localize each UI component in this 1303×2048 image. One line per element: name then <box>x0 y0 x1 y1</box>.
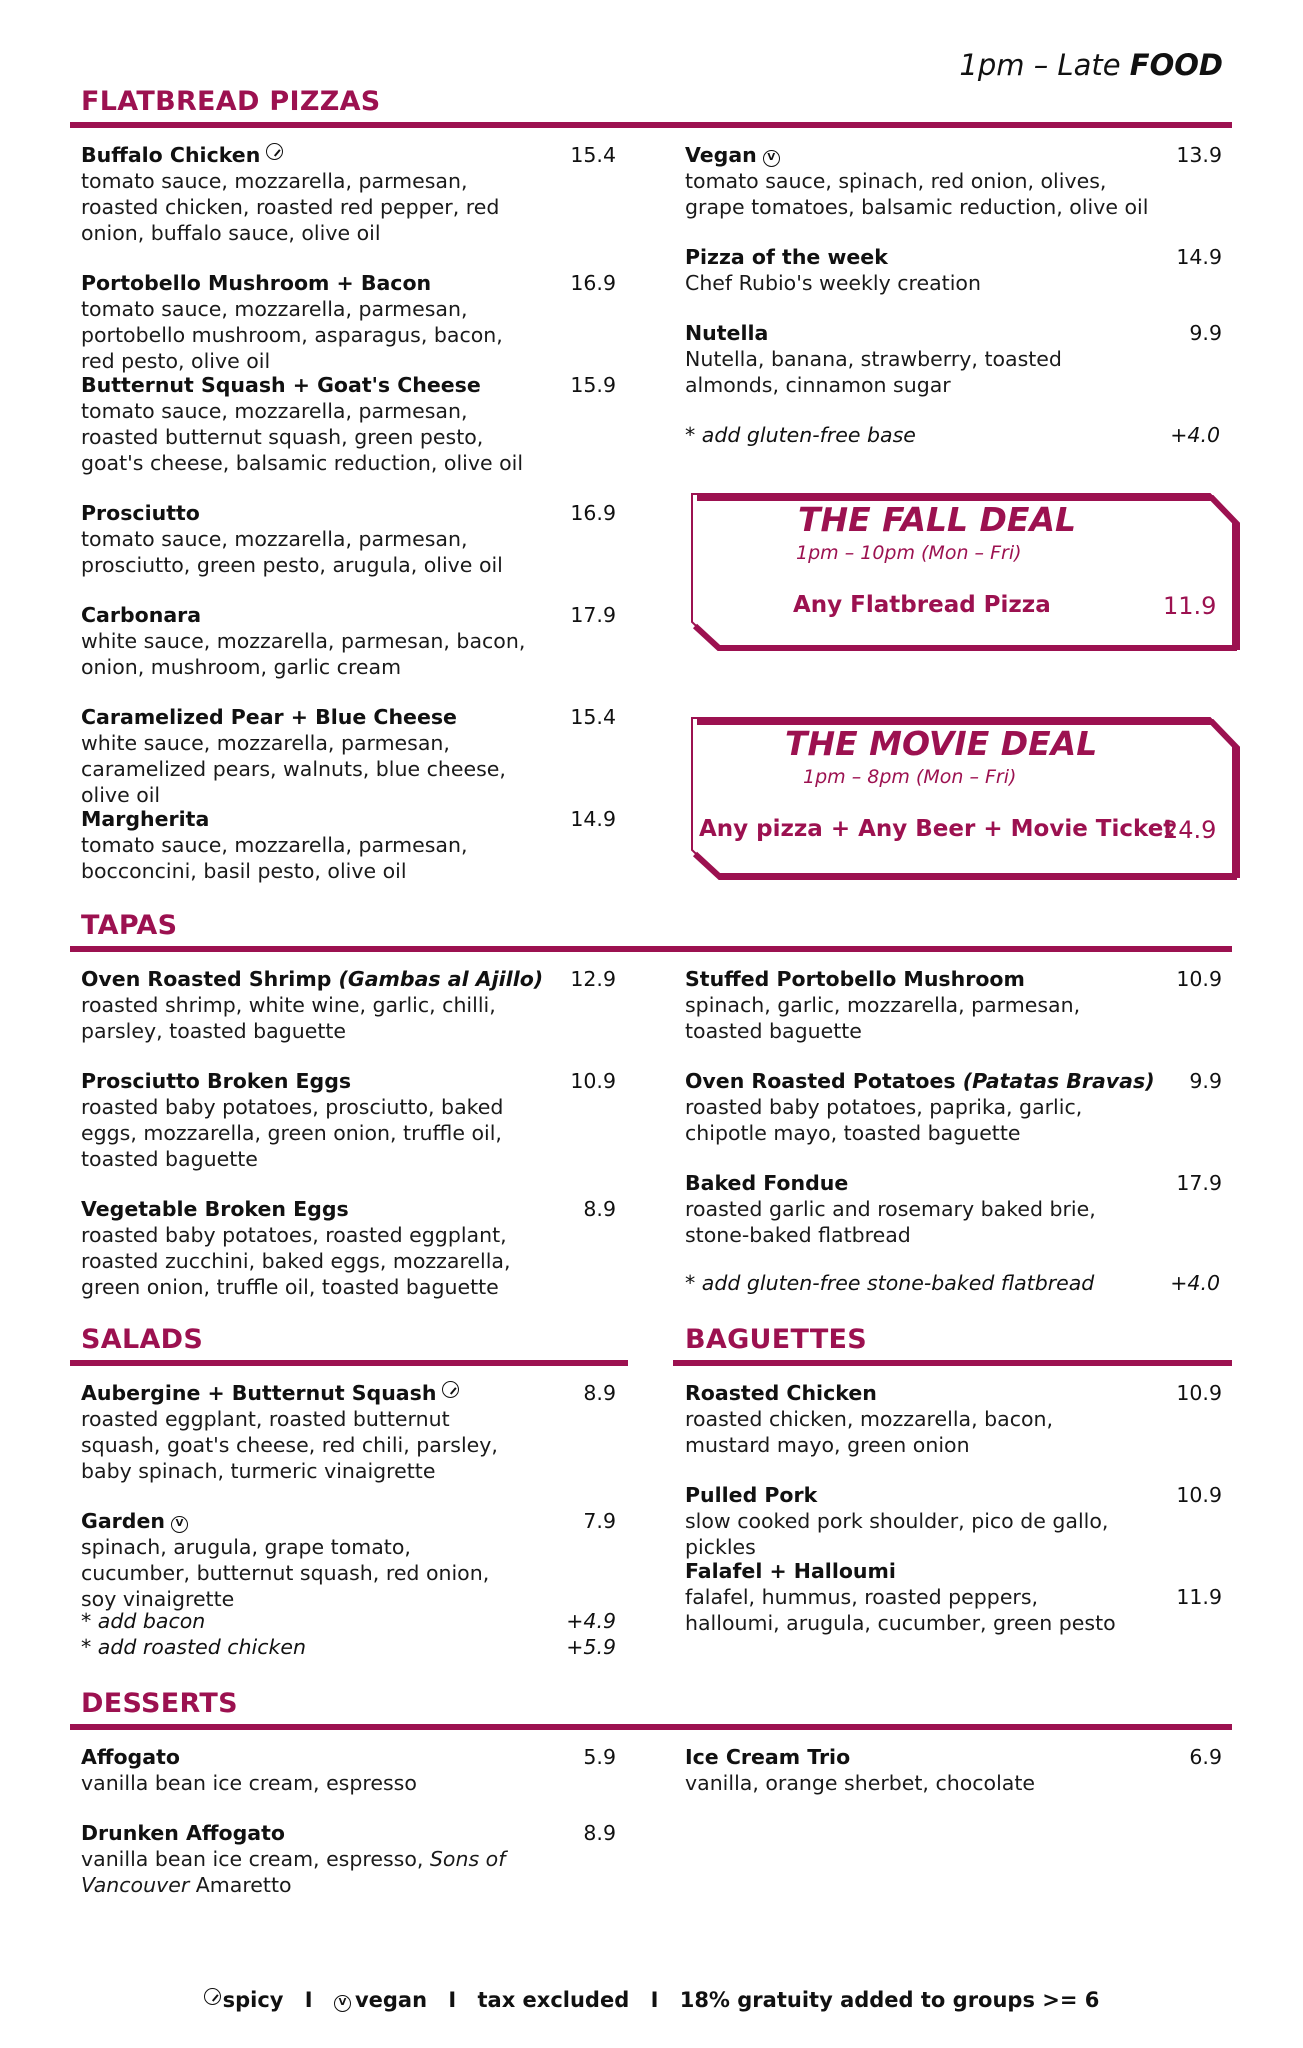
section-title-salads: SALADS <box>81 1324 204 1355</box>
item-description-text: roasted baby potatoes, paprika, garlic, chipotle mayo, toasted baguette <box>685 1095 1083 1145</box>
section-divider <box>70 122 1232 128</box>
item-name <box>81 966 544 992</box>
item-description-text: tomato sauce, mozzarella, parmesan, roasted chicken, roasted red pepper, red onion, buffalo sauce, olive oil <box>81 169 500 245</box>
item-description-text: roasted baby potatoes, prosciutto, baked eggs, mozzarella, green onion, truffle oil, toasted baguette <box>81 1095 504 1171</box>
item-name-text: Ice Cream Trio <box>685 1745 851 1769</box>
vegan-icon: V <box>171 1516 188 1533</box>
menu-item <box>685 966 1135 1044</box>
item-price: 14.9 <box>570 807 616 831</box>
item-name <box>81 1820 521 1846</box>
menu-item <box>685 1482 1125 1560</box>
item-description <box>685 1196 1135 1248</box>
deal-time: 1pm – 8pm (Mon – Fri) <box>803 766 1017 788</box>
item-description <box>685 346 1155 398</box>
deal-title: THE MOVIE DEAL <box>785 724 1098 763</box>
item-description-text: white sauce, mozzarella, parmesan, bacon, onion, mushroom, garlic cream <box>81 629 526 679</box>
legend-footer <box>0 1988 1303 2012</box>
item-description-text: Nutella, banana, strawberry, toasted almonds, cinnamon sugar <box>685 347 1062 397</box>
section-divider <box>70 946 1232 952</box>
item-name-text: Nutella <box>685 321 769 345</box>
item-description-text: vanilla, orange sherbet, chocolate <box>685 1771 1035 1795</box>
item-name-text: Pulled Pork <box>685 1483 818 1507</box>
item-description <box>81 526 531 578</box>
menu-item <box>81 966 544 1044</box>
separator: I <box>448 1988 457 2012</box>
item-price: 10.9 <box>570 1069 616 1093</box>
item-description <box>81 1406 521 1484</box>
item-description-text: tomato sauce, mozzarella, parmesan, bocconcini, basil pesto, olive oil <box>81 833 468 883</box>
item-name-text: Caramelized Pear + Blue Cheese <box>81 705 457 729</box>
vegan-icon: V <box>763 150 780 167</box>
item-name-text: Drunken Affogato <box>81 1821 285 1845</box>
item-description <box>81 1534 521 1612</box>
item-name-italic: (Patatas Bravas) <box>962 1069 1155 1093</box>
item-price: 5.9 <box>583 1745 616 1769</box>
item-name <box>81 500 531 526</box>
deal-time: 1pm – 10pm (Mon – Fri) <box>796 542 1022 564</box>
item-price: 16.9 <box>570 501 616 525</box>
item-name-text: Aubergine + Butternut Squash <box>81 1381 437 1405</box>
item-name <box>685 1744 1125 1770</box>
item-name-text: Stuffed Portobello Mushroom <box>685 967 1025 991</box>
menu-item <box>81 1508 521 1612</box>
item-name-text: Oven Roasted Potatoes <box>685 1069 963 1093</box>
item-name-text: Roasted Chicken <box>685 1381 877 1405</box>
gluten-free-note: * add gluten-free stone-baked flatbread <box>685 1271 1095 1295</box>
item-price: 15.4 <box>570 143 616 167</box>
item-name <box>685 244 1155 270</box>
tax-note: tax excluded <box>477 1988 630 2012</box>
item-price: 8.9 <box>583 1197 616 1221</box>
add-on-note: * add roasted chicken <box>81 1635 306 1659</box>
item-description-text: vanilla bean ice cream, espresso, <box>81 1847 430 1871</box>
item-description-text: slow cooked pork shoulder, pico de gallo, pickles <box>685 1509 1109 1559</box>
menu-item <box>685 1744 1125 1796</box>
time-range: 1pm – Late <box>959 48 1130 82</box>
item-price: 8.9 <box>583 1381 616 1405</box>
menu-item <box>81 270 531 374</box>
item-name <box>81 806 531 832</box>
menu-item <box>685 1558 1125 1636</box>
item-name-text: Prosciutto Broken Eggs <box>81 1069 352 1093</box>
menu-item <box>81 1744 521 1796</box>
gluten-free-note: * add gluten-free base <box>685 423 916 447</box>
item-price: 15.4 <box>570 705 616 729</box>
item-description-text: tomato sauce, mozzarella, parmesan, roasted butternut squash, green pesto, goat's cheese, balsamic reduction, olive oil <box>81 399 524 475</box>
item-name-text: Carbonara <box>81 603 202 627</box>
item-name <box>685 1558 1125 1584</box>
gluten-free-price: +4.0 <box>1170 1271 1220 1295</box>
item-price: 10.9 <box>1176 967 1222 991</box>
item-name <box>81 270 531 296</box>
menu-item <box>81 500 531 578</box>
item-name-text: Baked Fondue <box>685 1171 849 1195</box>
item-price: 17.9 <box>1176 1171 1222 1195</box>
item-name-text: Pizza of the week <box>685 245 888 269</box>
gluten-free-price: +4.0 <box>1170 423 1220 447</box>
item-name-italic: (Gambas al Ajillo) <box>338 967 544 991</box>
item-name-text: Prosciutto <box>81 501 200 525</box>
item-price: 16.9 <box>570 271 616 295</box>
section-divider <box>673 1360 1232 1366</box>
menu-item <box>685 1170 1135 1248</box>
menu-type: FOOD <box>1129 48 1223 82</box>
menu-item <box>685 142 1155 220</box>
item-price: 9.9 <box>1189 1069 1222 1093</box>
spicy-icon <box>204 1988 221 2005</box>
item-price: 6.9 <box>1189 1745 1222 1769</box>
item-description-text: falafel, hummus, roasted peppers, halloumi, arugula, cucumber, green pesto <box>685 1585 1116 1635</box>
deal-item: Any pizza + Any Beer + Movie Ticket <box>699 816 1175 842</box>
fall-deal-box <box>685 486 1240 651</box>
menu-item <box>81 372 531 476</box>
item-name-text: Falafel + Halloumi <box>685 1559 896 1583</box>
section-title-baguettes: BAGUETTES <box>685 1324 868 1355</box>
item-name-text: Vegetable Broken Eggs <box>81 1197 349 1221</box>
menu-item <box>81 704 531 808</box>
menu-item <box>81 806 531 884</box>
item-name <box>685 1482 1125 1508</box>
menu-item <box>81 1380 521 1484</box>
item-description <box>81 992 541 1044</box>
menu-item <box>81 1068 541 1172</box>
item-price: 10.9 <box>1176 1381 1222 1405</box>
add-on-note: * add bacon <box>81 1609 206 1633</box>
item-description-tail: Amaretto <box>189 1873 292 1897</box>
vegan-icon: V <box>334 1995 351 2012</box>
section-divider <box>70 1724 1232 1730</box>
item-name <box>81 602 531 628</box>
item-description <box>81 628 531 680</box>
movie-deal-box <box>685 710 1240 880</box>
item-description <box>685 270 1155 296</box>
menu-item <box>81 142 531 246</box>
item-name-text: Butternut Squash + Goat's Cheese <box>81 373 481 397</box>
add-on-price: +5.9 <box>566 1635 616 1659</box>
item-name-text: Affogato <box>81 1745 180 1769</box>
item-description-italic: Sons of Vancouver <box>81 1847 506 1897</box>
item-description-text: Chef Rubio's weekly creation <box>685 271 981 295</box>
menu-item <box>685 320 1155 398</box>
item-price: 8.9 <box>583 1821 616 1845</box>
item-description-text: white sauce, mozzarella, parmesan, caramelized pears, walnuts, blue cheese, olive oil <box>81 731 506 807</box>
separator: I <box>304 1988 313 2012</box>
item-description-text: roasted baby potatoes, roasted eggplant, roasted zucchini, baked eggs, mozzarella, green onion, truffle oil, toasted baguette <box>81 1223 511 1299</box>
legend-vegan: vegan <box>354 1988 428 2012</box>
item-name <box>81 1744 521 1770</box>
item-description-text: roasted garlic and rosemary baked brie, stone-baked flatbread <box>685 1197 1096 1247</box>
item-description <box>685 1584 1125 1636</box>
item-description <box>685 1406 1125 1458</box>
item-description-text: tomato sauce, mozzarella, parmesan, prosciutto, green pesto, arugula, olive oil <box>81 527 503 577</box>
item-name <box>81 1508 521 1534</box>
item-price: 11.9 <box>1176 1585 1222 1609</box>
item-name-text: Oven Roasted Shrimp <box>81 967 339 991</box>
item-price: 17.9 <box>570 603 616 627</box>
deal-item: Any Flatbread Pizza <box>793 592 1051 618</box>
item-name <box>81 372 531 398</box>
item-description-text: roasted shrimp, white wine, garlic, chilli, parsley, toasted baguette <box>81 993 496 1043</box>
item-name <box>81 704 531 730</box>
item-description <box>81 1222 541 1300</box>
item-name <box>81 142 531 168</box>
legend-spicy: spicy <box>222 1988 284 2012</box>
item-price: 12.9 <box>570 967 616 991</box>
menu-item <box>685 244 1155 296</box>
item-name-text: Garden <box>81 1509 165 1533</box>
item-description <box>81 730 531 808</box>
item-description-text: spinach, garlic, mozzarella, parmesan, toasted baguette <box>685 993 1081 1043</box>
section-title-tapas: TAPAS <box>81 910 178 941</box>
item-name <box>81 1068 541 1094</box>
item-description <box>81 1094 541 1172</box>
item-description-text: tomato sauce, mozzarella, parmesan, portobello mushroom, asparagus, bacon, red pesto, olive oil <box>81 297 503 373</box>
deal-title: THE FALL DEAL <box>798 500 1077 539</box>
item-description <box>685 1508 1125 1560</box>
menu-item <box>81 1820 521 1898</box>
item-name-text: Buffalo Chicken <box>81 143 261 167</box>
item-name <box>685 142 1155 168</box>
item-description <box>685 1094 1135 1146</box>
separator: I <box>650 1988 659 2012</box>
item-name <box>685 320 1155 346</box>
item-description <box>81 296 531 374</box>
item-price: 15.9 <box>570 373 616 397</box>
item-description-text: roasted chicken, mozzarella, bacon, mustard mayo, green onion <box>685 1407 1054 1457</box>
item-description <box>685 168 1155 220</box>
item-description <box>81 168 531 246</box>
item-name <box>81 1196 541 1222</box>
section-title-desserts: DESSERTS <box>81 1688 238 1719</box>
menu-item <box>81 602 531 680</box>
spicy-icon <box>442 1381 459 1398</box>
item-price: 10.9 <box>1176 1483 1222 1507</box>
item-name <box>685 1380 1125 1406</box>
item-name <box>685 1170 1135 1196</box>
item-description-text: roasted eggplant, roasted butternut squash, goat's cheese, red chili, parsley, baby spinach, turmeric vinaigrette <box>81 1407 498 1483</box>
item-description <box>81 398 531 476</box>
item-name-text: Portobello Mushroom + Bacon <box>81 271 432 295</box>
deal-price: 11.9 <box>1163 592 1217 620</box>
item-description <box>81 1770 521 1796</box>
gratuity-note: 18% gratuity added to groups >= 6 <box>679 1988 1100 2012</box>
item-description <box>81 832 531 884</box>
add-on-price: +4.9 <box>566 1609 616 1633</box>
item-price: 9.9 <box>1189 321 1222 345</box>
menu-time-header <box>959 48 1223 82</box>
item-name <box>685 1068 1155 1094</box>
spicy-icon <box>266 143 283 160</box>
item-description-text: spinach, arugula, grape tomato, cucumber, butternut squash, red onion, soy vinaigrette <box>81 1535 490 1611</box>
menu-item <box>81 1196 541 1300</box>
item-name <box>685 966 1135 992</box>
item-name-text: Margherita <box>81 807 210 831</box>
menu-item <box>685 1068 1155 1146</box>
deal-price: 24.9 <box>1163 816 1217 844</box>
item-description-text: vanilla bean ice cream, espresso <box>81 1771 417 1795</box>
section-divider <box>70 1360 628 1366</box>
item-price: 7.9 <box>583 1509 616 1533</box>
item-description <box>685 1770 1125 1796</box>
item-description <box>81 1846 521 1898</box>
section-title-flatbread: FLATBREAD PIZZAS <box>81 86 381 117</box>
item-price: 14.9 <box>1176 245 1222 269</box>
item-price: 13.9 <box>1176 143 1222 167</box>
item-name <box>81 1380 521 1406</box>
item-description <box>685 992 1135 1044</box>
menu-item <box>685 1380 1125 1458</box>
item-name-text: Vegan <box>685 143 757 167</box>
item-description-text: tomato sauce, spinach, red onion, olives, grape tomatoes, balsamic reduction, olive oil <box>685 169 1149 219</box>
